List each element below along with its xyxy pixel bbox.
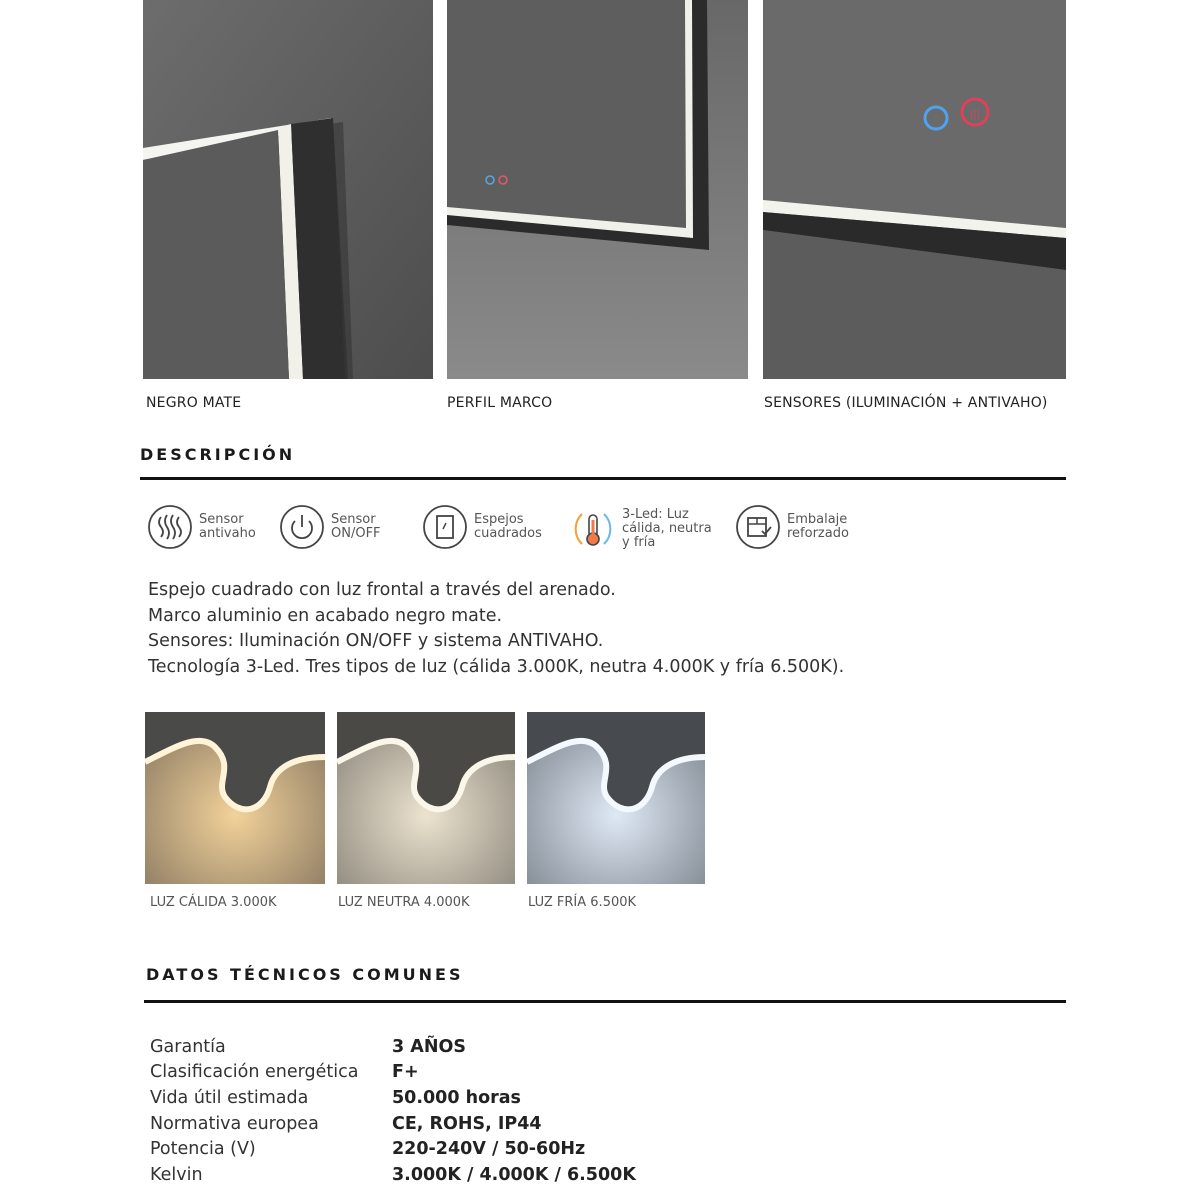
spec-value: 3.000K / 4.000K / 6.500K bbox=[392, 1164, 636, 1185]
spec-label: Garantía bbox=[150, 1036, 226, 1057]
light-caption-warm: LUZ CÁLIDA 3.000K bbox=[150, 895, 277, 910]
spec-row bbox=[150, 1111, 636, 1137]
thermometer-icon bbox=[570, 506, 616, 552]
light-caption-neutral: LUZ NEUTRA 4.000K bbox=[338, 895, 470, 910]
spec-row bbox=[150, 1060, 636, 1086]
power-icon bbox=[279, 504, 325, 550]
spec-row bbox=[150, 1136, 636, 1162]
feature-label: Espejos cuadrados bbox=[474, 512, 542, 541]
description-line: Espejo cuadrado con luz frontal a través del arenado. bbox=[148, 580, 616, 600]
package-icon bbox=[735, 504, 781, 550]
spec-value: F+ bbox=[392, 1062, 419, 1083]
feature-label: Sensor antivaho bbox=[199, 512, 256, 541]
description-title: DESCRIPCIÓN bbox=[140, 445, 296, 464]
square-mirror-icon bbox=[422, 504, 468, 550]
feature-label: Sensor ON/OFF bbox=[331, 512, 381, 541]
description-line: Tecnología 3-Led. Tres tipos de luz (cálida 3.000K, neutra 4.000K y fría 6.500K). bbox=[148, 656, 845, 677]
spec-label: Kelvin bbox=[150, 1164, 203, 1185]
spec-value: CE, ROHS, IP44 bbox=[392, 1113, 542, 1134]
photo-sensores bbox=[763, 0, 1066, 379]
spec-label: Normativa europea bbox=[150, 1113, 319, 1134]
light-caption-cold: LUZ FRÍA 6.500K bbox=[528, 895, 637, 910]
feature-espejos-cuadrados bbox=[422, 501, 542, 553]
feature-sensor-onoff bbox=[279, 501, 381, 553]
feature-3-led bbox=[570, 503, 712, 555]
spec-row bbox=[150, 1162, 636, 1188]
feature-label: Embalaje reforzado bbox=[787, 512, 849, 541]
description-line: Sensores: Iluminación ON/OFF y sistema ANTIVAHO. bbox=[148, 631, 604, 651]
photo-perfil-marco bbox=[447, 0, 748, 379]
spec-label: Potencia (V) bbox=[150, 1139, 256, 1160]
spec-row bbox=[150, 1085, 636, 1111]
feature-embalaje-reforzado bbox=[735, 501, 849, 553]
spec-label: Vida útil estimada bbox=[150, 1087, 309, 1108]
feature-sensor-antivaho bbox=[147, 501, 256, 553]
description-text bbox=[148, 578, 844, 680]
description-divider bbox=[140, 477, 1066, 480]
photo-caption-negro-mate: NEGRO MATE bbox=[146, 395, 242, 411]
photo-caption-perfil-marco: PERFIL MARCO bbox=[447, 395, 553, 411]
technical-title: DATOS TÉCNICOS COMUNES bbox=[146, 965, 464, 984]
spec-value: 220-240V / 50-60Hz bbox=[392, 1139, 586, 1160]
steam-sensor-icon bbox=[147, 504, 193, 550]
photo-caption-sensores: SENSORES (ILUMINACIÓN + ANTIVAHO) bbox=[764, 395, 1048, 411]
feature-label: 3-Led: Luz cálida, neutra y fría bbox=[622, 507, 712, 550]
svg-text:|||: ||| bbox=[969, 109, 981, 120]
photo-negro-mate bbox=[143, 0, 433, 379]
spec-label: Clasificación energética bbox=[150, 1062, 359, 1083]
light-photo-warm bbox=[145, 712, 325, 884]
description-line: Marco aluminio en acabado negro mate. bbox=[148, 605, 503, 626]
spec-value: 3 AÑOS bbox=[392, 1036, 466, 1057]
spec-row bbox=[150, 1034, 636, 1060]
light-photo-neutral bbox=[337, 712, 515, 884]
technical-specs-table bbox=[150, 1034, 636, 1188]
technical-divider bbox=[144, 1000, 1066, 1003]
light-photo-cold bbox=[527, 712, 705, 884]
spec-value: 50.000 horas bbox=[392, 1087, 521, 1108]
